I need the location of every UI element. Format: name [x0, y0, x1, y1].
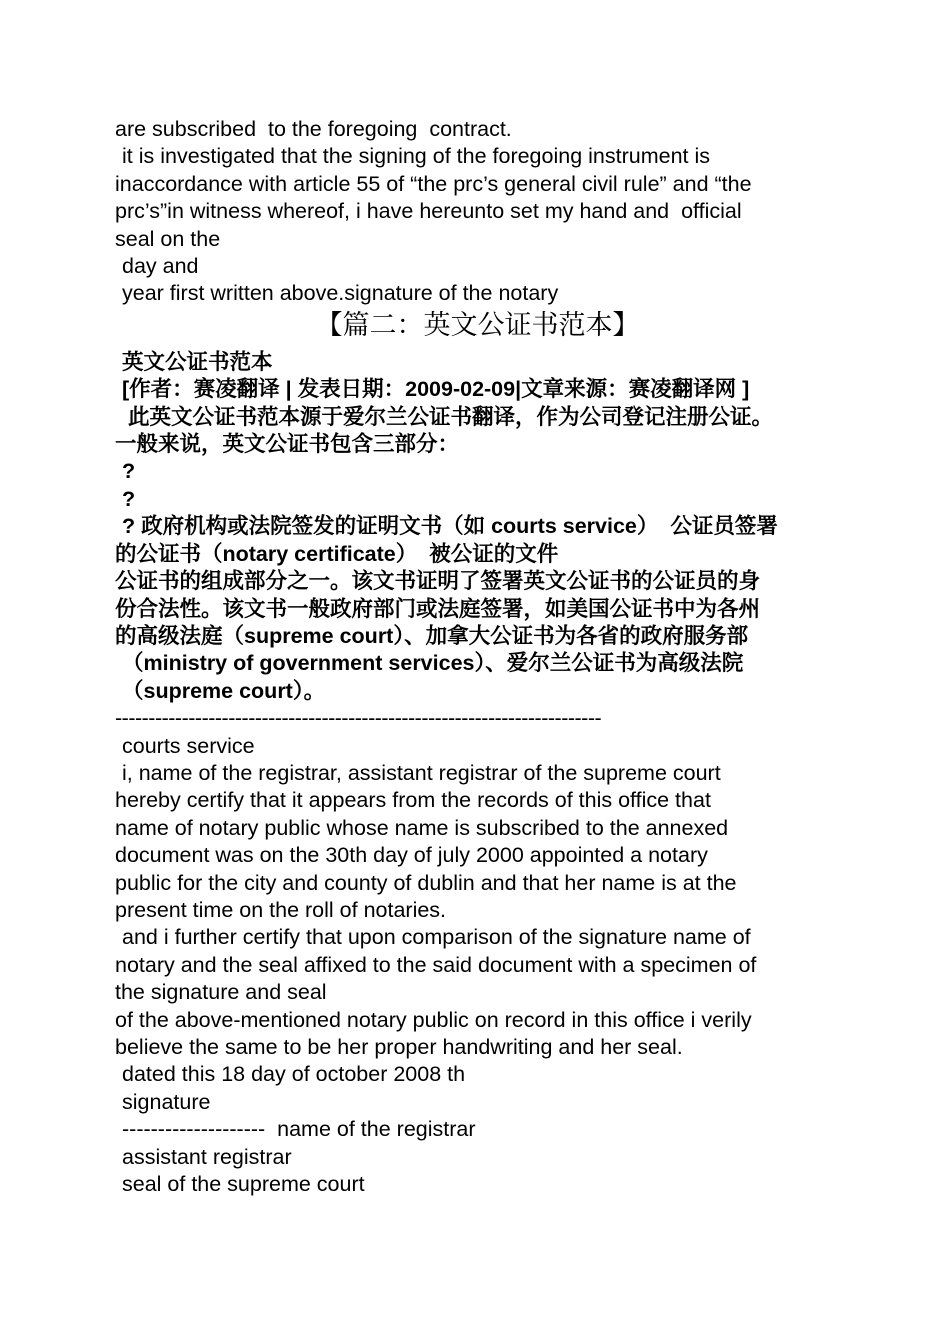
text-line: courts service: [122, 733, 255, 758]
text-line: seal of the supreme court: [122, 1172, 365, 1197]
text-line: notary and the seal affixed to the said document with a specimen of: [115, 952, 757, 977]
text-line: the signature and seal: [115, 980, 327, 1005]
text-line: of the above-mentioned notary public on record in this office i verily: [115, 1007, 752, 1032]
text-line: seal on the: [115, 226, 221, 251]
text-line: prc’s”in witness whereof, i have hereunto set my hand and official: [115, 199, 742, 224]
text-line: inaccordance with article 55 of “the prc’s general civil rule” and “the: [115, 171, 752, 196]
text-line: -------------------- name of the registrar: [122, 1117, 476, 1142]
separator-line: -------------------------------------------------------------------------: [115, 706, 602, 731]
text-line-chinese: （supreme court）。: [122, 678, 326, 703]
text-line: i, name of the registrar, assistant registrar of the supreme court: [122, 760, 721, 785]
text-line: dated this 18 day of october 2008 th: [122, 1062, 466, 1087]
text-line-chinese: 的公证书（notary certificate） 被公证的文件: [115, 541, 559, 566]
section-title: 【篇二：英文公证书范本】: [315, 309, 640, 340]
text-line-chinese: 英文公证书范本: [122, 349, 273, 374]
text-line: public for the city and county of dublin and that her name is at the: [115, 870, 737, 895]
text-line-chinese: [作者：赛凌翻译 | 发表日期：2009-02-09|文章来源：赛凌翻译网 ]: [122, 377, 750, 402]
text-line: year first written above.signature of the notary: [122, 281, 559, 306]
text-line-chinese: 一般来说，英文公证书包含三部分：: [115, 432, 460, 457]
notary-intro-paragraph: [115, 349, 840, 705]
text-line-chinese: ? 政府机构或法院签发的证明文书（如 courts service） 公证员签署: [122, 514, 778, 539]
text-line-chinese: ?: [122, 459, 136, 484]
text-line: hereby certify that it appears from the records of this office that: [115, 788, 711, 813]
text-line: it is investigated that the signing of the foregoing instrument is: [122, 144, 711, 169]
text-line: name of notary public whose name is subscribed to the annexed: [115, 815, 729, 840]
text-line-chinese: 的高级法庭（supreme court）、加拿大公证书为各省的政府服务部: [115, 623, 749, 648]
text-line: believe the same to be her proper handwriting and her seal.: [115, 1035, 683, 1059]
text-line: signature: [122, 1089, 211, 1114]
text-line: present time on the roll of notaries.: [115, 897, 447, 922]
contract-tail-paragraph: [115, 116, 840, 308]
text-line: are subscribed to the foregoing contract.: [115, 117, 512, 141]
text-line-chinese: 此英文公证书范本源于爱尔兰公证书翻译，作为公司登记注册公证。: [122, 404, 773, 429]
text-line-chinese: （ministry of government services）、爱尔兰公证书为高级法院: [122, 651, 744, 676]
text-line: assistant registrar: [122, 1144, 292, 1169]
text-line-chinese: 份合法性。该文书一般政府部门或法庭签署，如美国公证书中为各州: [115, 596, 761, 621]
text-line: day and: [122, 254, 199, 279]
court-certificate-paragraph: [115, 733, 840, 1199]
text-line: document was on the 30th day of july 2000 appointed a notary: [115, 843, 708, 868]
text-line: and i further certify that upon comparison of the signature name of: [122, 925, 751, 950]
document-page: [115, 116, 840, 1198]
text-line-chinese: ?: [122, 486, 136, 511]
text-line-chinese: 公证书的组成部分之一。该文书证明了签署英文公证书的公证员的身: [115, 569, 761, 594]
